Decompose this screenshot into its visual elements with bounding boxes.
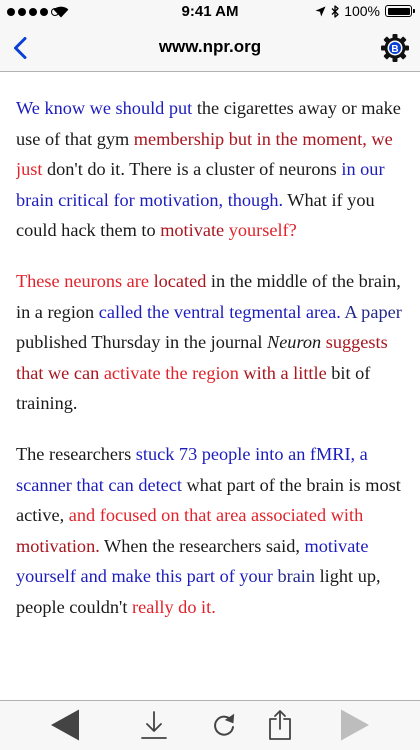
share-icon bbox=[267, 709, 293, 741]
text-run: A paper bbox=[340, 301, 402, 322]
gear-icon bbox=[380, 33, 410, 63]
bluetooth-icon bbox=[331, 5, 339, 18]
article-paragraph-1 bbox=[16, 93, 408, 246]
text-run: motivate yourself and make this part of your bbox=[16, 535, 369, 587]
location-arrow-icon bbox=[315, 6, 326, 17]
text-run: in our brain critical for motivation, though. bbox=[16, 159, 385, 210]
article-body bbox=[16, 72, 408, 700]
back-page-button[interactable] bbox=[48, 708, 82, 742]
text-run: just bbox=[16, 159, 47, 180]
text-run: yourself? bbox=[224, 220, 297, 241]
text-run: don't do it. There is a cluster of neurons bbox=[46, 159, 337, 180]
text-run: the cigarettes away or make use of that gym bbox=[16, 98, 401, 149]
reload-button[interactable] bbox=[207, 708, 241, 742]
text-run: brain bbox=[272, 566, 316, 587]
text-run: located bbox=[149, 270, 207, 291]
text-run: activate the region bbox=[99, 362, 239, 383]
text-run: membership but in the moment, we bbox=[133, 128, 393, 149]
text-run: motivation. bbox=[16, 535, 100, 556]
text-run: Neuron bbox=[267, 332, 322, 353]
download-icon bbox=[140, 709, 168, 741]
forward-arrow-icon bbox=[340, 709, 370, 741]
text-run: What if you could hack them to bbox=[16, 189, 375, 241]
text-run: in the middle of the brain, in a region bbox=[16, 270, 401, 322]
text-run: suggests that we can bbox=[16, 332, 388, 383]
status-time: 9:41 AM bbox=[181, 3, 239, 20]
article-paragraph-3 bbox=[16, 439, 408, 623]
status-bar bbox=[0, 0, 420, 24]
page-url-title: www.npr.org bbox=[158, 37, 262, 56]
text-run: bit of training. bbox=[16, 362, 371, 414]
download-button[interactable] bbox=[137, 708, 171, 742]
bottom-toolbar bbox=[0, 700, 420, 750]
text-run: light up, people couldn't bbox=[16, 566, 381, 617]
battery-icon bbox=[385, 5, 412, 17]
text-run: The researchers bbox=[16, 443, 136, 464]
text-run: motivate bbox=[160, 220, 225, 241]
navigation-bar bbox=[0, 24, 420, 72]
text-run: stuck 73 people into an fMRI, a scanner that can detect bbox=[16, 443, 368, 495]
text-run: really do it. bbox=[132, 596, 216, 617]
text-run: We know we should put bbox=[16, 98, 193, 118]
settings-button[interactable] bbox=[380, 33, 410, 63]
reload-icon bbox=[211, 711, 237, 739]
text-run: When the researchers said, bbox=[99, 535, 305, 556]
text-run: called the ventral tegmental area. bbox=[94, 301, 341, 322]
text-run: These neurons are bbox=[16, 270, 149, 291]
forward-page-button[interactable] bbox=[338, 708, 372, 742]
status-right bbox=[315, 3, 412, 19]
share-button[interactable] bbox=[263, 708, 297, 742]
back-arrow-icon bbox=[50, 709, 80, 741]
text-run: published Thursday in the journal bbox=[16, 332, 267, 353]
text-run: with a little bbox=[238, 362, 327, 383]
article-paragraph-2 bbox=[16, 266, 408, 419]
battery-percent: 100% bbox=[344, 3, 380, 19]
text-run: and focused on that area associated with bbox=[64, 505, 364, 526]
text-run: what part of the brain is most active, bbox=[16, 474, 401, 526]
settings-badge-letter: B bbox=[391, 44, 399, 55]
